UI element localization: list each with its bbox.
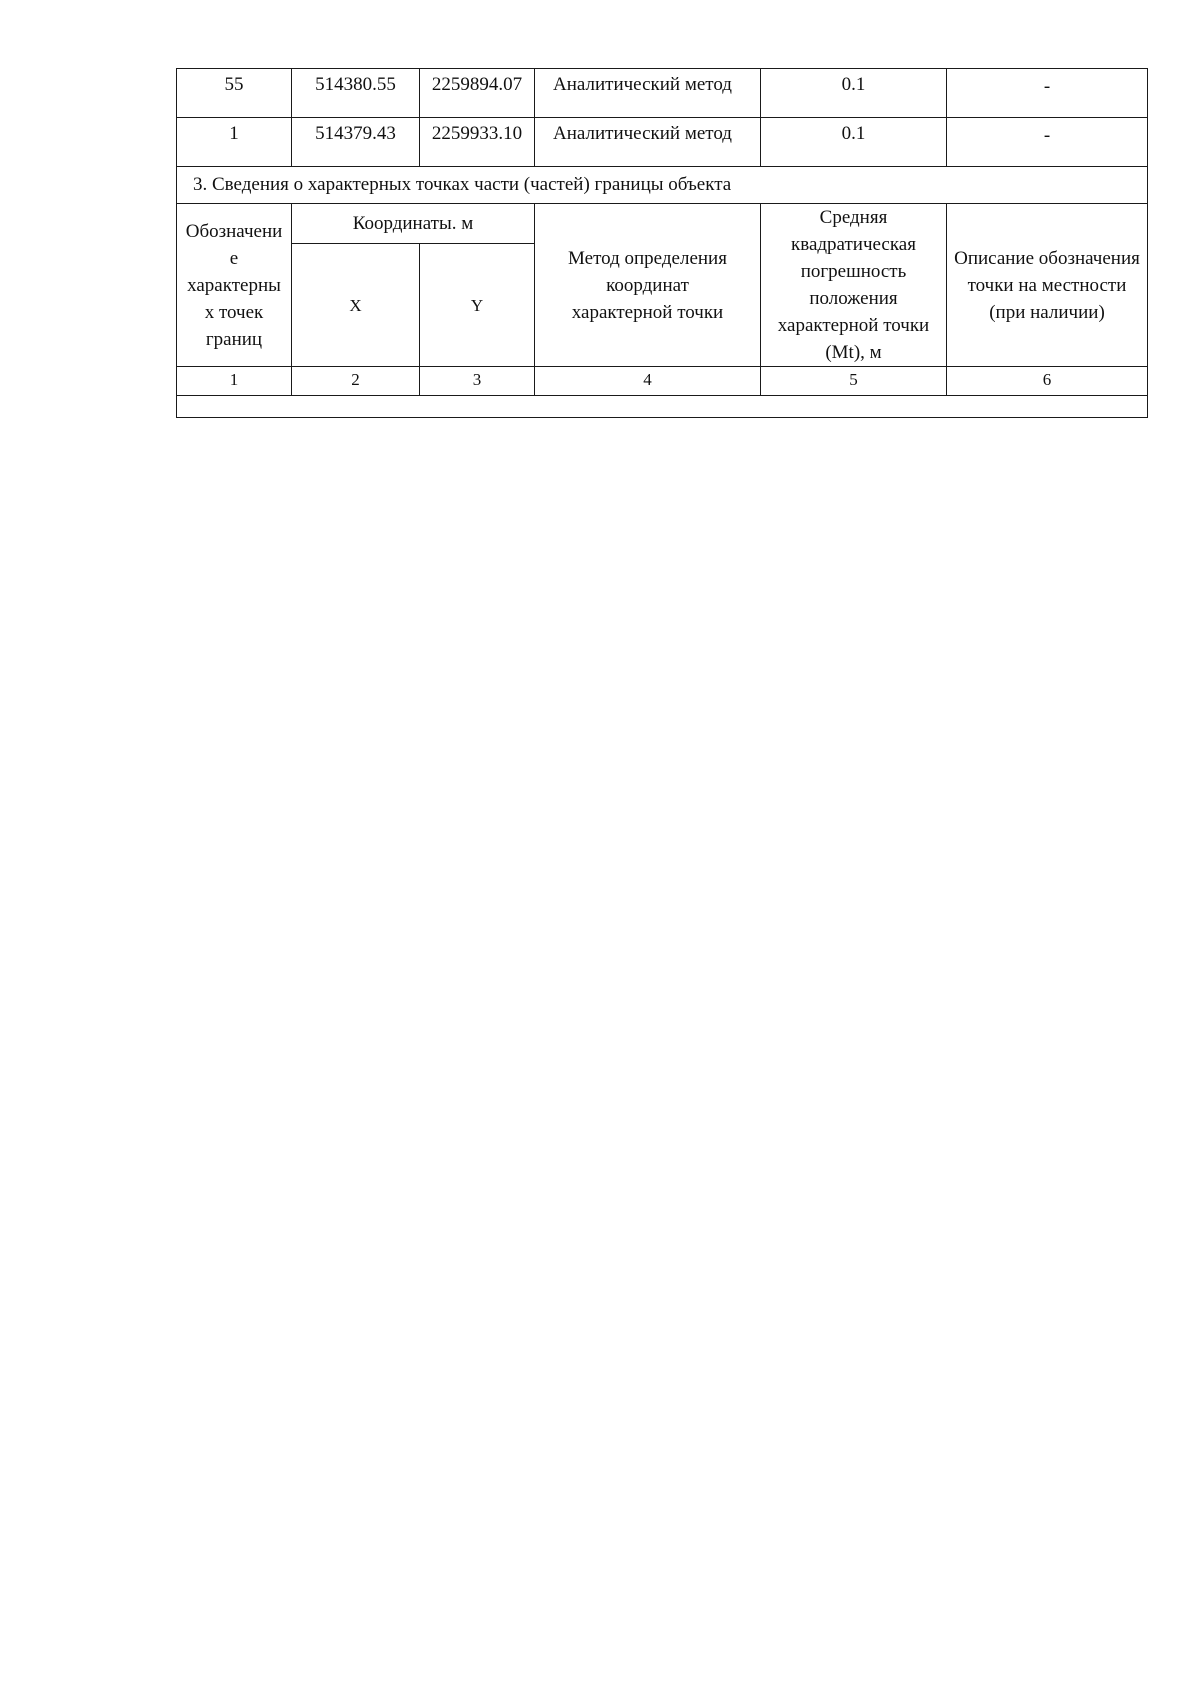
description-header-line: Описание обозначения xyxy=(954,247,1140,269)
description-value: - xyxy=(1043,76,1051,97)
coordinates-header: Координаты. м xyxy=(292,204,535,244)
error-header-line: (Mt), м xyxy=(825,342,882,363)
designation-header-line: границ xyxy=(205,329,263,350)
column-number: 5 xyxy=(761,367,947,396)
method-header xyxy=(535,204,761,367)
column-number: 6 xyxy=(947,367,1148,396)
error-header xyxy=(761,204,947,367)
description-value: - xyxy=(1043,125,1051,146)
header-row xyxy=(177,204,1148,244)
designation-header-line: Обозначени xyxy=(185,221,283,242)
designation-header-line: е xyxy=(229,248,239,269)
section-title: 3. Сведения о характерных точках части (частей) границы объекта xyxy=(177,167,1148,204)
coordinates-table xyxy=(176,68,1148,418)
error-header-line: положения xyxy=(809,288,898,309)
description-cell xyxy=(947,118,1148,167)
point-number-cell: 55 xyxy=(177,69,292,118)
point-number-cell: 1 xyxy=(177,118,292,167)
method-header-line: Метод определения xyxy=(568,247,727,269)
designation-header-line: характерны xyxy=(187,275,281,296)
empty-row xyxy=(177,396,1148,418)
table-row xyxy=(177,69,1148,118)
column-number-row xyxy=(177,367,1148,396)
column-number: 1 xyxy=(177,367,292,396)
description-header-line: (при наличии) xyxy=(989,301,1105,323)
method-cell: Аналитический метод xyxy=(535,69,761,118)
designation-header-line: х точек xyxy=(204,302,264,323)
table-row xyxy=(177,118,1148,167)
method-cell: Аналитический метод xyxy=(535,118,761,167)
designation-header xyxy=(177,204,292,367)
x-coordinate-cell: 514380.55 xyxy=(292,69,420,118)
section-title-row xyxy=(177,167,1148,204)
boundary-points-table xyxy=(176,68,1147,418)
error-cell: 0.1 xyxy=(761,69,947,118)
description-header xyxy=(947,204,1148,367)
error-header-line: квадратическая xyxy=(791,234,916,255)
y-coordinate-cell: 2259894.07 xyxy=(420,69,535,118)
description-header-line: точки на местности xyxy=(967,274,1127,296)
x-coordinate-cell: 514379.43 xyxy=(292,118,420,167)
method-header-line: координат xyxy=(606,274,689,296)
error-header-line: характерной точки xyxy=(777,315,930,336)
y-header: Y xyxy=(420,244,535,367)
y-coordinate-cell: 2259933.10 xyxy=(420,118,535,167)
error-header-line: погрешность xyxy=(800,261,907,282)
error-cell: 0.1 xyxy=(761,118,947,167)
column-number: 4 xyxy=(535,367,761,396)
column-number: 3 xyxy=(420,367,535,396)
error-header-line: Средняя xyxy=(819,207,888,228)
x-header: X xyxy=(292,244,420,367)
column-number: 2 xyxy=(292,367,420,396)
method-header-line: характерной точки xyxy=(571,301,724,323)
empty-cell xyxy=(177,396,1148,418)
description-cell xyxy=(947,69,1148,118)
